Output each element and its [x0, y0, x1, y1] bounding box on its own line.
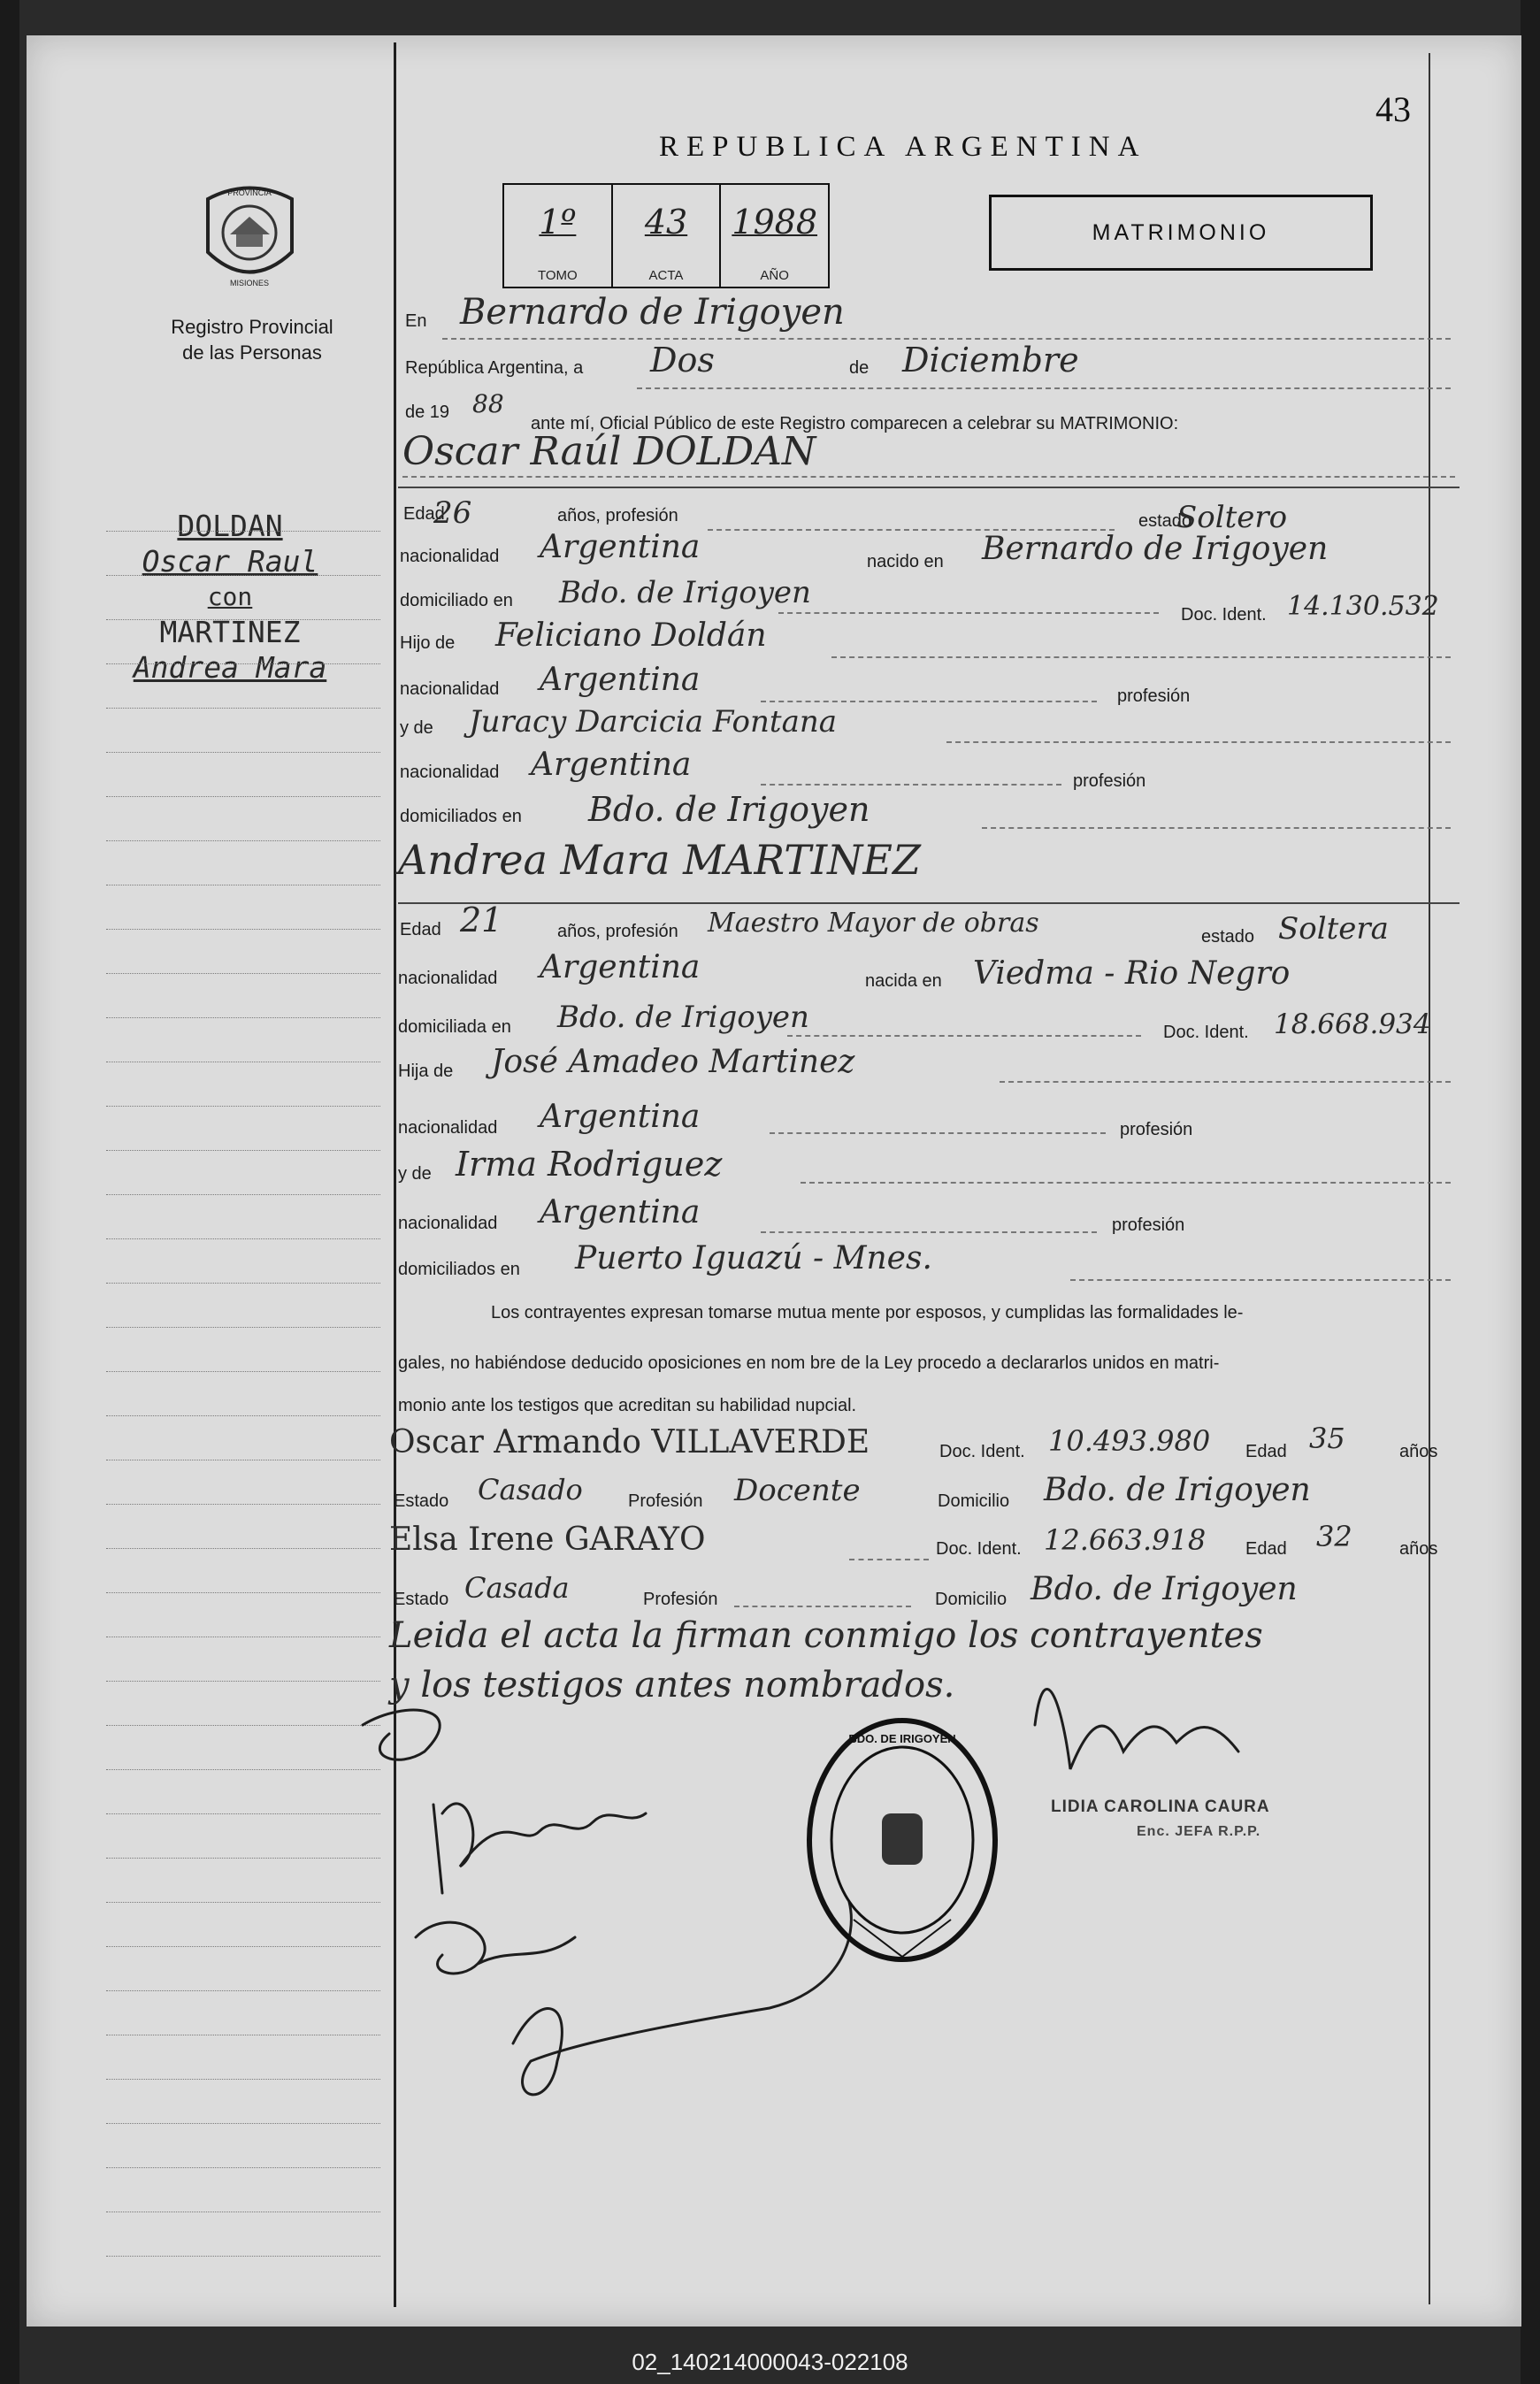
groom-parents-domicile: Bdo. de Irigoyen — [588, 790, 870, 829]
closing-line1: Leida el acta la firman conmigo los contrayentes — [389, 1615, 1263, 1656]
statement-line2: gales, no habiéndose deducido oposiciones en nom bre de la Ley procedo a declararlos unidos en matri- — [398, 1353, 1220, 1373]
margin-ruling-line — [106, 1371, 380, 1372]
closing-line2: y los testigos antes nombrados. — [389, 1665, 955, 1706]
margin-ruling-line — [106, 663, 380, 664]
day: Dos — [650, 341, 715, 379]
margin-ruling-line — [106, 1504, 380, 1505]
groom-age: 26 — [433, 495, 472, 531]
de-label: de — [849, 358, 870, 378]
groom-mother-nationality: Argentina — [531, 747, 692, 783]
bride-age: 21 — [460, 901, 503, 939]
svg-text:PROVINCIA: PROVINCIA — [227, 188, 272, 197]
witness2-domicile: Bdo. de Irigoyen — [1030, 1571, 1298, 1607]
acta-cell: 43 ACTA — [613, 185, 722, 287]
image-id: 02_140214000043-022108 — [632, 2349, 908, 2375]
tomo-cell: 1º TOMO — [504, 185, 613, 287]
official-name: LIDIA CAROLINA CAURA — [1051, 1798, 1270, 1816]
bride-father: José Amadeo Martinez — [491, 1044, 855, 1080]
official-title: Enc. JEFA R.P.P. — [1137, 1824, 1261, 1839]
groom-father: Feliciano Doldán — [495, 617, 767, 654]
en-label: En — [405, 311, 427, 331]
record-type-box: MATRIMONIO — [989, 195, 1373, 271]
bride-parents-domicile: Puerto Iguazú - Mnes. — [575, 1240, 932, 1276]
margin-note: DOLDAN Oscar Raul con MARTINEZ Andrea Mara — [133, 509, 327, 685]
witness1-doc: 10.493.980 — [1048, 1424, 1211, 1458]
registry-label: Registro Provincial de las Personas — [171, 316, 333, 364]
country-heading: REPUBLICA ARGENTINA — [659, 131, 1147, 163]
statement-line1: Los contrayentes expresan tomarse mutua mente por esposos, y cumplidas las formalidades le- — [491, 1303, 1244, 1322]
svg-text:MISIONES: MISIONES — [229, 279, 270, 287]
record-id-box — [502, 183, 830, 288]
margin-ruling-line — [106, 1150, 380, 1151]
svg-text:BDO. DE IRIGOYEN: BDO. DE IRIGOYEN — [848, 1732, 956, 1745]
bride-nationality: Argentina — [540, 949, 701, 985]
bride-domicile: Bdo. de Irigoyen — [557, 1000, 809, 1035]
margin-ruling-line — [106, 796, 380, 797]
groom-estado: Soltero — [1176, 500, 1288, 535]
anio-cell: 1988 AÑO — [732, 203, 818, 283]
margin-ruling-line — [106, 1415, 380, 1416]
groom-doc: 14.130.532 — [1287, 591, 1439, 622]
signature-official — [1035, 1689, 1238, 1769]
margin-ruling-line — [106, 973, 380, 974]
margin-ruling-line — [106, 531, 380, 532]
groom-father-nationality: Argentina — [540, 662, 701, 698]
margin-ruling-line — [106, 1548, 380, 1549]
province-seal-icon — [199, 181, 301, 296]
margin-ruling-line — [106, 1106, 380, 1107]
groom-birthplace: Bernardo de Irigoyen — [982, 531, 1329, 567]
margin-ruling-line — [106, 929, 380, 930]
republic-label: República Argentina, a — [405, 358, 584, 378]
year-prefix: de 19 — [405, 402, 450, 422]
witness1-profession: Docente — [734, 1473, 861, 1508]
bride-mother-nationality: Argentina — [540, 1194, 701, 1230]
signature-groom — [433, 1804, 646, 1893]
groom-name: Oscar Raúl DOLDAN — [402, 429, 816, 474]
month: Diciembre — [902, 341, 1079, 379]
signature-bride — [416, 1922, 575, 1974]
page-number: 43 — [1375, 89, 1411, 129]
margin-ruling-line — [106, 619, 380, 620]
bride-profession: Maestro Mayor de obras — [708, 908, 1039, 939]
margin-ruling-line — [106, 1283, 380, 1284]
margin-ruling-line — [106, 1592, 380, 1593]
witness1-domicile: Bdo. de Irigoyen — [1044, 1472, 1311, 1508]
bride-name: Andrea Mara MARTINEZ — [398, 836, 921, 884]
bride-mother: Irma Rodriguez — [456, 1145, 723, 1184]
bride-doc: 18.668.934 — [1274, 1008, 1431, 1040]
witness1-estado: Casado — [478, 1473, 583, 1506]
year-suffix: 88 — [472, 389, 504, 418]
groom-domicile: Bdo. de Irigoyen — [559, 575, 811, 610]
margin-ruling-line — [106, 1238, 380, 1239]
groom-nationality: Argentina — [540, 529, 701, 565]
registry-stamp-icon — [801, 1707, 1004, 1973]
bride-birthplace: Viedma - Rio Negro — [973, 955, 1291, 992]
margin-ruling-line — [106, 1327, 380, 1328]
witness1-name: Oscar Armando VILLAVERDE — [389, 1424, 870, 1460]
statement-line3: monio ante los testigos que acreditan su habilidad nupcial. — [398, 1396, 857, 1415]
witness2-doc: 12.663.918 — [1044, 1523, 1207, 1557]
margin-ruling-line — [106, 1194, 380, 1195]
groom-mother: Juracy Darcicia Fontana — [469, 704, 838, 740]
witness2-estado: Casada — [464, 1571, 570, 1605]
opening-sentence: ante mí, Oficial Público de este Registro comparecen a celebrar su MATRIMONIO: — [531, 414, 1179, 433]
margin-ruling-line — [106, 1017, 380, 1018]
witness2-age: 32 — [1316, 1520, 1352, 1553]
place: Bernardo de Irigoyen — [460, 292, 845, 333]
bride-father-nationality: Argentina — [540, 1099, 701, 1135]
margin-ruling-line — [106, 575, 380, 576]
signature-scribble-1 — [363, 1710, 440, 1759]
margin-ruling-line — [106, 708, 380, 709]
margin-ruling-line — [106, 752, 380, 753]
witness1-age: 35 — [1309, 1422, 1345, 1455]
margin-ruling-line — [106, 840, 380, 841]
witness2-name: Elsa Irene GARAYO — [389, 1522, 706, 1558]
bride-estado: Soltera — [1278, 911, 1389, 947]
